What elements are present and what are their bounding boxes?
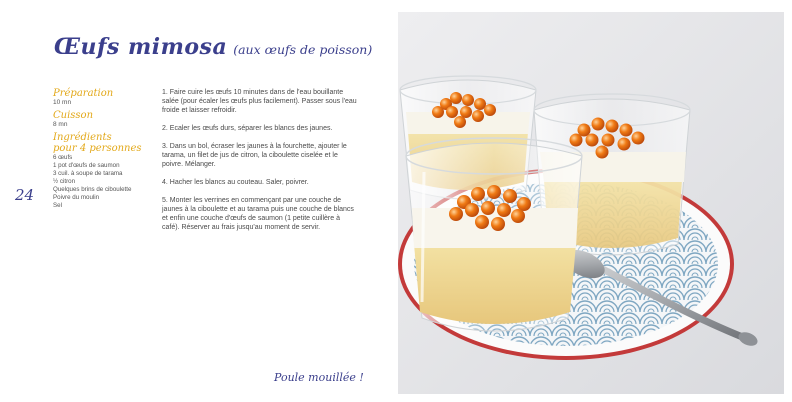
ingredient-item: 6 œufs	[53, 154, 73, 161]
recipe-title-subtitle: (aux œufs de poisson)	[233, 42, 373, 57]
step-item: 3. Dans un bol, écraser les jaunes à la fourchette, ajouter le tarama, un filet de jus de citron, la ciboulette ciselée et le poivre. Mélanger.	[162, 143, 347, 168]
prep-label: Préparation	[53, 88, 114, 99]
step-item: 4. Hacher les blancs au couteau. Saler, poivrer.	[162, 179, 309, 186]
cook-time: 8 mn	[53, 121, 68, 128]
recipe-photo-illustration	[398, 12, 784, 394]
recipe-steps	[162, 88, 358, 241]
ingredient-item: Poivre du moulin	[53, 194, 100, 201]
prep-time: 10 mn	[53, 99, 72, 106]
step-item: 2. Ecaler les œufs durs, séparer les blancs des jaunes.	[162, 125, 333, 132]
recipe-meta	[53, 88, 158, 210]
ingredient-item: Quelques brins de ciboulette	[53, 186, 132, 193]
ingredient-item: 1 pot d'œufs de saumon	[53, 162, 120, 169]
ingredient-item: Sel	[53, 202, 62, 209]
page-number: 24	[15, 186, 35, 204]
recipe-title	[54, 34, 372, 60]
step-item: 1. Faire cuire les œufs 10 minutes dans de l'eau bouillante salée (pour écaler les œufs plus facilement). Passer sous l'eau froide et laisser refroidir.	[162, 89, 357, 114]
ingredient-item: ½ citron	[53, 178, 76, 185]
step-item: 5. Monter les verrines en commençant par une couche de jaunes à la ciboulette et au tarama puis une couche de blancs et enfin une couche d'œufs de saumon (1 petite cuillère à café). Réserver au frais jusqu'au moment de servir.	[162, 197, 354, 231]
cook-label: Cuisson	[53, 110, 94, 121]
signature-text: Poule mouillée !	[274, 371, 364, 384]
recipe-photo	[398, 12, 784, 394]
ingredient-item: 3 cuil. à soupe de tarama	[53, 170, 123, 177]
ingredients-label: Ingrédients	[53, 132, 112, 143]
ingredients-list	[53, 154, 158, 210]
recipe-title-main: Œufs mimosa	[54, 34, 228, 60]
servings-label: pour 4 personnes	[53, 143, 142, 154]
